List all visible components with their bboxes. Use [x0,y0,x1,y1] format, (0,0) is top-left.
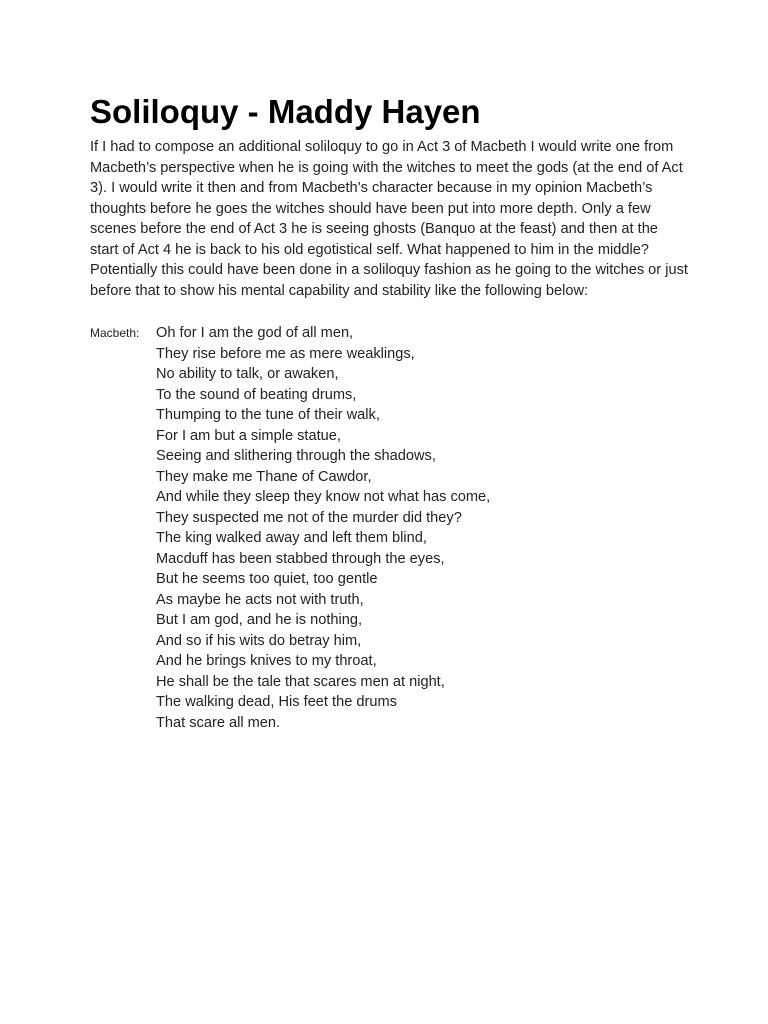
verse-line: But he seems too quiet, too gentle [156,571,378,587]
document-page [90,92,690,733]
verse-line: And so if his wits do betray him, [156,632,362,649]
verse-line: Macduff has been stabbed through the eyes, [156,550,445,567]
document-title: Soliloquy - Maddy Hayen [90,93,481,130]
speaker-label: Macbeth: [90,326,140,340]
verse-line: And while they sleep they know not what has come, [156,489,491,505]
verse-line: Oh for I am the god of all men, [156,325,354,341]
verse-line: He shall be the tale that scares men at night, [156,673,445,690]
verse-line: To the sound of beating drums, [156,386,357,403]
verse-line: They suspected me not of the murder did they? [156,509,462,526]
verse-line: Seeing and slithering through the shadows, [156,448,436,464]
verse-line: The king walked away and left them blind, [156,530,427,546]
soliloquy-poem [90,323,690,733]
verse-line: They rise before me as mere weaklings, [156,345,415,362]
verse-line: As maybe he acts not with truth, [156,591,364,608]
verse-line: For I am but a simple statue, [156,427,341,444]
verse-line: And he brings knives to my throat, [156,653,377,669]
verse-line: Thumping to the tune of their walk, [156,407,380,423]
verse-lines [90,323,690,733]
verse-line: No ability to talk, or awaken, [156,366,339,382]
intro-paragraph: If I had to compose an additional soliloquy to go in Act 3 of Macbeth I would write one from Macbeth’s perspective when he is going with the witches to meet the gods (at the end of Act 3). I would write it then and from Macbeth’s character because in my opinion Macbeth’s thoughts before he goes the witches should have been put into more depth. Only a few scenes before the end of Act 3 he is seeing ghosts (Banquo at the feast) and then at the start of Act 4 he is back to his old egotistical self. What happened to him in the middle? Potentially this could have been done in a soliloquy fashion as he going to the witches or just before that to show his mental capability and stability like the following below: [90,139,688,299]
verse-line: The walking dead, His feet the drums [156,694,397,710]
verse-line: They make me Thane of Cawdor, [156,468,372,485]
verse-line: But I am god, and he is nothing, [156,612,363,628]
verse-line: That scare all men. [156,714,281,731]
